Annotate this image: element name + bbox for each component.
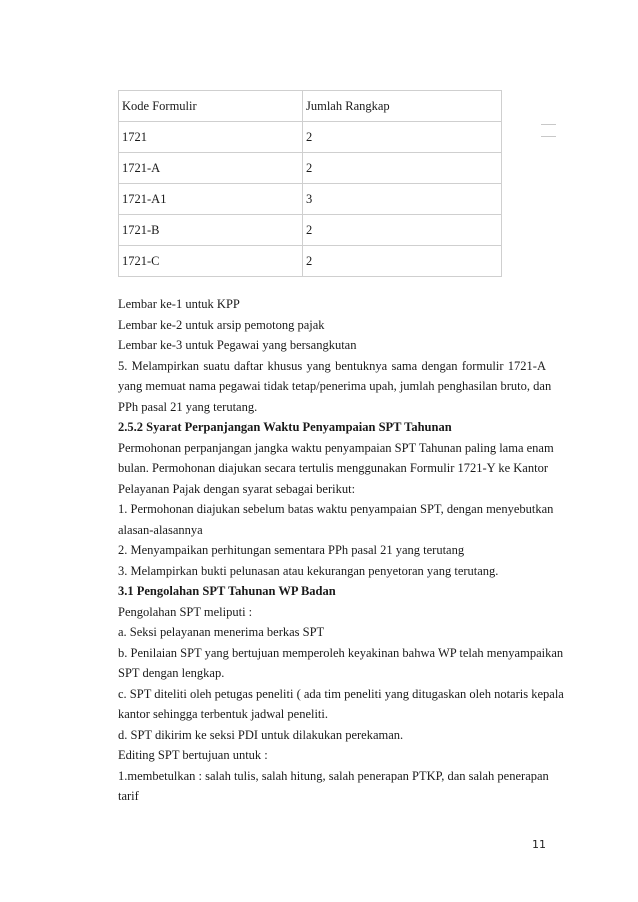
text-line: yang memuat nama pegawai tidak tetap/penerima upah, jumlah penghasilan bruto, dan (118, 379, 552, 393)
table-header-row (119, 91, 502, 122)
table-header-cell: Jumlah Rangkap (303, 91, 502, 122)
section-heading: 3.1 Pengolahan SPT Tahunan WP Badan (118, 584, 336, 598)
table-cell: 2 (303, 122, 502, 153)
text-line: Lembar ke-1 untuk KPP (118, 297, 240, 311)
section-heading: 2.5.2 Syarat Perpanjangan Waktu Penyampaian SPT Tahunan (118, 420, 452, 434)
text-line: alasan-alasannya (118, 522, 203, 537)
page-number: 11 (532, 838, 546, 851)
table-row (119, 246, 502, 277)
text-line: Editing SPT bertujuan untuk : (118, 748, 268, 762)
text-line: 3. Melampirkan bukti pelunasan atau kekurangan penyetoran yang terutang. (118, 563, 499, 578)
table-row (119, 215, 502, 246)
table-cell: 1721-A1 (119, 184, 303, 215)
text-line: PPh pasal 21 yang terutang. (118, 399, 258, 414)
table-row (119, 184, 502, 215)
text-line: bulan. Permohonan diajukan secara tertulis menggunakan Formulir 1721-Y ke Kantor (118, 461, 548, 475)
text-line: c. SPT diteliti oleh petugas peneliti ( ada tim peneliti yang ditugaskan oleh notaris kepala (118, 686, 564, 701)
table-header-cell: Kode Formulir (119, 91, 303, 122)
table-cell: 2 (303, 246, 502, 277)
text-line: tarif (118, 789, 139, 803)
table-cell: 1721-B (119, 215, 303, 246)
form-code-table (118, 90, 502, 277)
text-line: 1. Permohonan diajukan sebelum batas waktu penyampaian SPT, dengan menyebutkan (118, 502, 554, 516)
text-line: Pelayanan Pajak dengan syarat sebagai berikut: (118, 481, 356, 496)
text-line: Pengolahan SPT meliputi : (118, 604, 253, 619)
margin-mark-line (541, 124, 556, 125)
table-cell: 2 (303, 215, 502, 246)
text-line: Lembar ke-3 untuk Pegawai yang bersangkutan (118, 338, 357, 352)
text-line: b. Penilaian SPT yang bertujuan memperoleh keyakinan bahwa WP telah menyampaikan (118, 645, 564, 660)
table-row (119, 153, 502, 184)
text-line: 5. Melampirkan suatu daftar khusus yang bentuknya sama dengan formulir 1721-A (118, 358, 546, 373)
table-row (119, 122, 502, 153)
table-cell: 2 (303, 153, 502, 184)
text-line: Permohonan perpanjangan jangka waktu penyampaian SPT Tahunan paling lama enam (118, 440, 554, 455)
form-code-table-container (118, 90, 502, 277)
document-body (118, 294, 564, 807)
text-line: SPT dengan lengkap. (118, 666, 225, 680)
margin-marks (541, 124, 556, 148)
margin-mark-line (541, 136, 556, 137)
text-line: Lembar ke-2 untuk arsip pemotong pajak (118, 317, 325, 332)
table-cell: 1721 (119, 122, 303, 153)
table-cell: 3 (303, 184, 502, 215)
text-line: 1.membetulkan : salah tulis, salah hitung, salah penerapan PTKP, dan salah penerapan (118, 768, 549, 783)
table-cell: 1721-C (119, 246, 303, 277)
text-line: kantor sehingga terbentuk jadwal peneliti. (118, 707, 329, 721)
text-line: a. Seksi pelayanan menerima berkas SPT (118, 625, 325, 639)
text-line: 2. Menyampaikan perhitungan sementara PPh pasal 21 yang terutang (118, 543, 465, 557)
text-line: d. SPT dikirim ke seksi PDI untuk dilakukan perekaman. (118, 727, 404, 742)
table-cell: 1721-A (119, 153, 303, 184)
